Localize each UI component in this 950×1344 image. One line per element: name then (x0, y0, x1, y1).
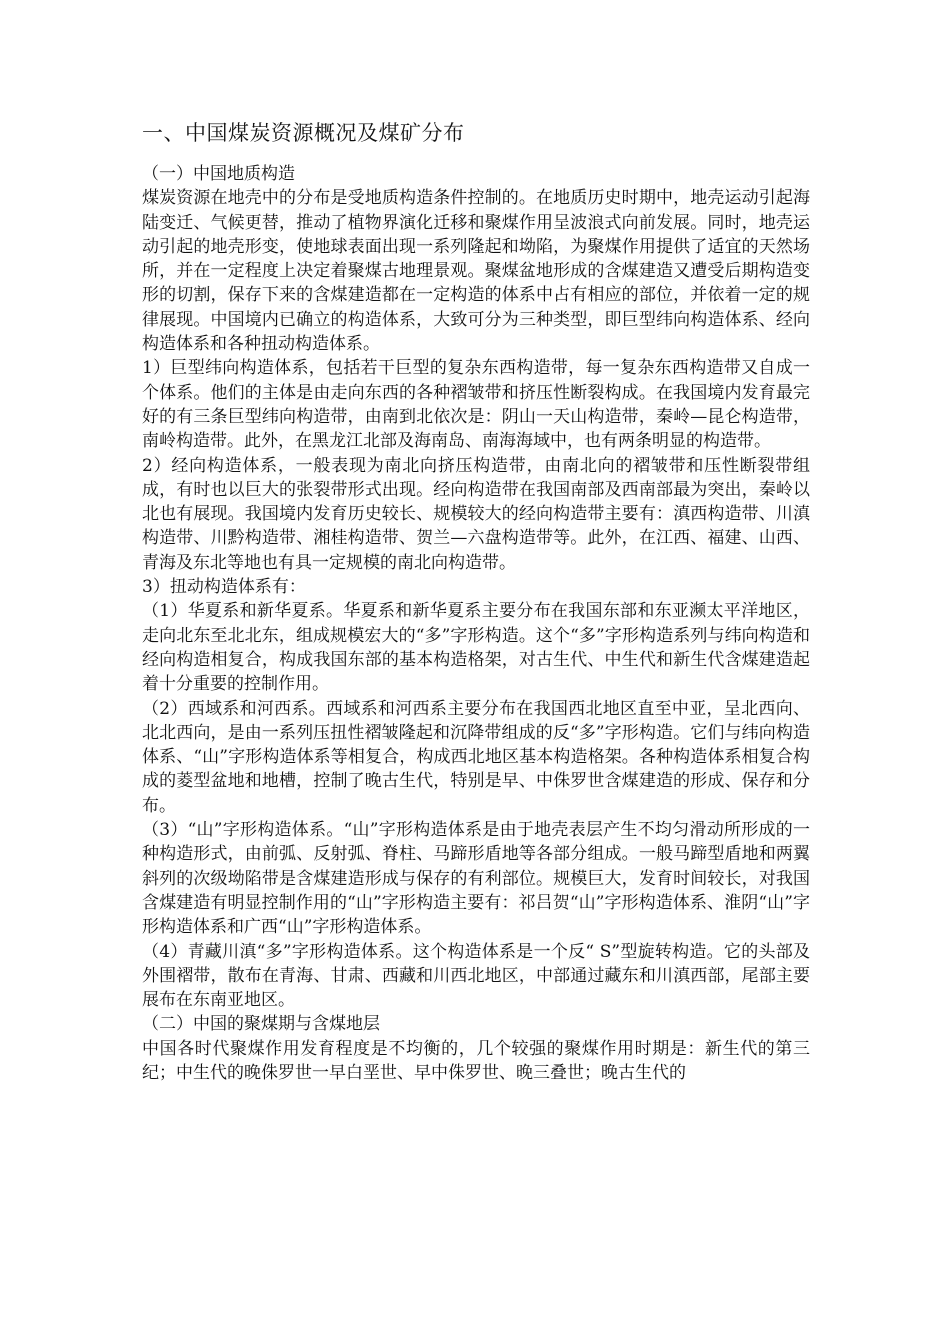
section-heading-coal-periods: （二）中国的聚煤期与含煤地层 (142, 1014, 380, 1035)
paragraph-meridional-system: 2）经向构造体系，一般表现为南北向挤压构造带，由南北向的褶皱带和压性断裂带组成，有时也以巨大的张裂带形式出现。经向构造带在我国南部及西南部最为突出，秦岭以北也有展现。我国境内发育历史较长、规模较大的经向构造带主要有：滇西构造带、川滇构造带、川黔构造带、湘桂构造带、贺兰—六盘构造带等。此外，在江西、福建、山西、青海及东北等地也有具一定规模的南北向构造带。 (142, 455, 810, 573)
paragraph-qinghai-tibet-system: （4）青藏川滇“多”字形构造体系。这个构造体系是一个反“ S”型旋转构造。它的头部及外围褶带，散布在青海、甘肃、西藏和川西北地区，中部通过藏东和川滇西部，尾部主要展布在东南亚地区。 (142, 941, 810, 1011)
paragraph-coal-periods: 中国各时代聚煤作用发育程度是不均衡的，几个较强的聚煤作用时期是：新生代的第三纪；中生代的晚侏罗世一早白垩世、早中侏罗世、晚三叠世；晚古生代的 (142, 1038, 810, 1083)
document-title: 一、中国煤炭资源概况及煤矿分布 (142, 121, 465, 145)
document-page (142, 118, 810, 1085)
paragraph-cathaysian-system: （1）华夏系和新华夏系。华夏系和新华夏系主要分布在我国东部和东亚濒太平洋地区，走向北东至北北东，组成规模宏大的“多”字形构造。这个“多”字形构造系列与纬向构造和经向构造相复合，构成我国东部的基本构造格架，对古生代、中生代和新生代含煤建造起着十分重要的控制作用。 (142, 601, 810, 695)
paragraph-intro: 煤炭资源在地壳中的分布是受地质构造条件控制的。在地质历史时期中，地壳运动引起海陆变迁、气候更替，推动了植物界演化迁移和聚煤作用呈波浪式向前发展。同时，地壳运动引起的地壳形变，使地球表面出现一系列隆起和坳陷，为聚煤作用提供了适宜的天然场所，并在一定程度上决定着聚煤古地理景观。聚煤盆地形成的含煤建造又遭受后期构造变形的切割，保存下来的含煤建造都在一定构造的体系中占有相应的部位，并依着一定的规律展现。中国境内已确立的构造体系，大致可分为三种类型，即巨型纬向构造体系、经向构造体系和各种扭动构造体系。 (142, 188, 810, 355)
section-heading-geology: （一）中国地质构造 (142, 164, 295, 184)
paragraph-xiyu-hexi-system: （2）西域系和河西系。西域系和河西系主要分布在我国西北地区直至中亚，呈北西向、北北西向，是由一系列压扭性褶皱隆起和沉降带组成的反“多”字形构造。它们与纬向构造体系、“山”字形构造体系等相复合，构成西北地区基本构造格架。各种构造体系相复合构成的菱型盆地和地槽，控制了晚古生代，特别是早、中侏罗世含煤建造的形成、保存和分布。 (142, 698, 810, 816)
paragraph-latitudinal-system: 1）巨型纬向构造体系，包括若干巨型的复杂东西构造带，每一复杂东西构造带又自成一个体系。他们的主体是由走向东西的各种褶皱带和挤压性断裂构成。在我国境内发育最完好的有三条巨型纬向构造带，由南到北依次是：阴山一天山构造带，秦岭—昆仑构造带，南岭构造带。此外，在黑龙江北部及海南岛、南海海域中，也有两条明显的构造带。 (142, 358, 810, 452)
paragraph-shan-shaped-system: （3）“山”字形构造体系。“山”字形构造体系是由于地壳表层产生不均匀滑动所形成的一种构造形式，由前弧、反射弧、脊柱、马蹄形盾地等各部分组成。一般马蹄型盾地和两翼斜列的次级坳陷带是含煤建造形成与保存的有利部位。规模巨大，发育时间较长，对我国含煤建造有明显控制作用的“山”字形构造主要有：祁吕贺“山”字形构造体系、淮阴“山”字形构造体系和广西“山”字形构造体系。 (142, 820, 810, 938)
paragraph-torsional-system-heading: 3）扭动构造体系有： (142, 577, 306, 598)
